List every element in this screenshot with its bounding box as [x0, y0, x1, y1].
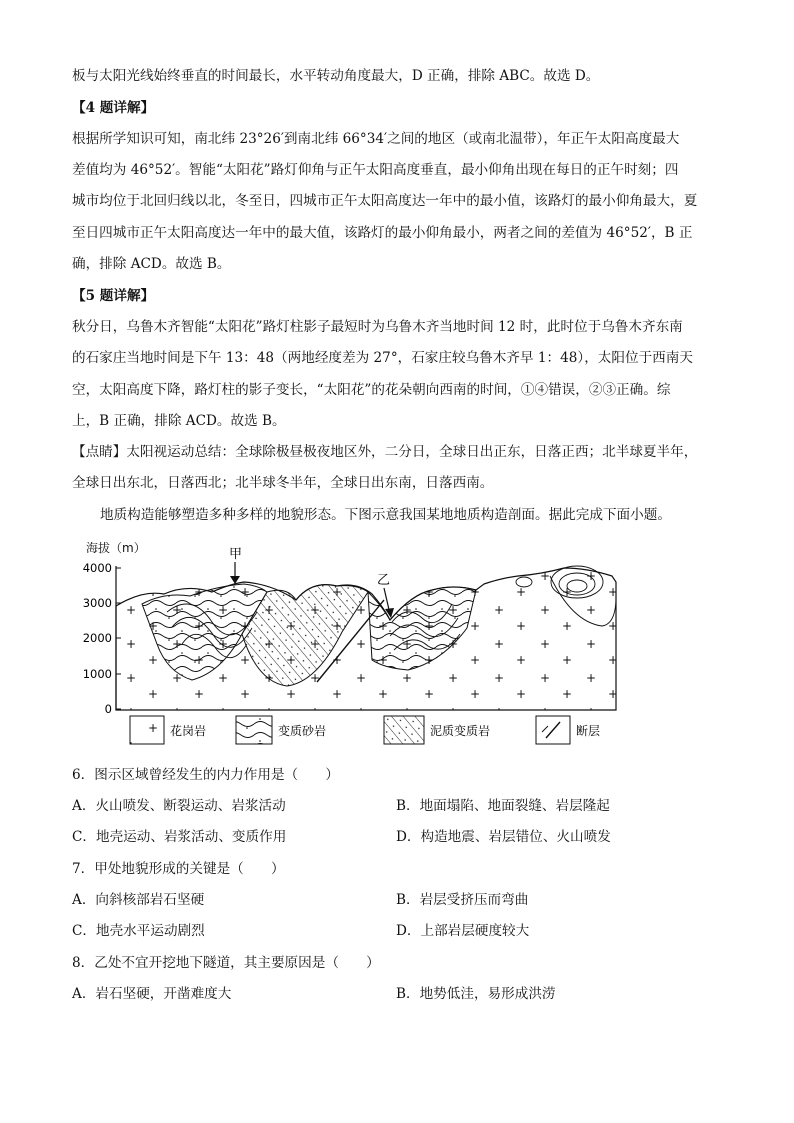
question-stem: 6．图示区域曾经发生的内力作用是（ ）	[72, 767, 339, 783]
option: C．地壳水平运动剧烈	[72, 923, 205, 939]
text-line: 的石家庄当地时间是下午 13：48（两地经度差为 27°，石家庄较乌鲁木齐早 1：48），太阳位于西南天	[72, 350, 693, 366]
option: C．地壳运动、岩浆活动、变质作用	[72, 829, 287, 845]
geologic-section-figure	[72, 532, 632, 747]
text-line: 空，太阳高度下降，路灯柱的影子变长，“太阳花”的花朵朝向西南的时间，①④错误，②③正确。综	[72, 382, 671, 398]
section-heading-q5: 【5 题详解】	[72, 288, 155, 304]
y-tick-label: 4000	[82, 561, 112, 575]
option: A．火山喷发、断裂运动、岩浆活动	[72, 798, 286, 814]
intro-line: 地质构造能够塑造多种多样的地貌形态。下图示意我国某地地质构造剖面。据此完成下面小题。	[100, 507, 671, 523]
legend-swatch-sandstone	[236, 716, 272, 744]
text-line: 至日四城市正午太阳高度达一年中的最大值，该路灯的最小仰角最小，两者之间的差值为 46°52′，B 正	[72, 225, 693, 241]
y-tick-label: 3000	[82, 596, 112, 610]
text-line: 板与太阳光线始终垂直的时间最长，水平转动角度最大，D 正确，排除 ABC。故选 D。	[72, 68, 600, 84]
legend	[130, 716, 600, 744]
legend-label: 花岗岩	[170, 724, 207, 738]
legend-label: 变质砂岩	[278, 724, 327, 738]
label-yi: 乙	[377, 573, 391, 588]
option: D．上部岩层硬度较大	[396, 923, 530, 939]
text-line: 确，排除 ACD。故选 B。	[72, 256, 231, 272]
text-line: 差值均为 46°52′。智能“太阳花”路灯仰角与正午太阳高度垂直，最小仰角出现在每日的正午时刻；四	[72, 162, 679, 178]
text-line: 上，B 正确，排除 ACD。故选 B。	[72, 413, 286, 429]
option: D．构造地震、岩层错位、火山喷发	[396, 829, 611, 845]
tip-line: 【点睛】太阳视运动总结：全球除极昼极夜地区外，二分日，全球日出正东，日落正西；北半球夏半年，	[72, 444, 698, 460]
text-line: 城市均位于北回归线以北，冬至日，四城市正午太阳高度达一年中的最小值，该路灯的最小仰角最大，夏	[72, 193, 698, 209]
legend-label: 断层	[576, 724, 601, 738]
y-tick-label: 1000	[82, 667, 112, 681]
legend-swatch-granite	[130, 716, 164, 744]
text-line: 全球日出东北，日落西北；北半球冬半年，全球日出东南，日落西南。	[72, 475, 494, 491]
option: A．向斜核部岩石坚硬	[72, 892, 205, 908]
y-tick-label: 2000	[82, 631, 112, 645]
label-jia: 甲	[229, 547, 243, 562]
y-tick-label: 0	[104, 702, 112, 716]
option: B．地势低洼，易形成洪涝	[396, 986, 556, 1002]
text-line: 根据所学知识可知，南北纬 23°26′到南北纬 66°34′之间的地区（或南北温带），年正午太阳高度最大	[72, 131, 680, 147]
question-stem: 7．甲处地貌形成的关键是（ ）	[72, 861, 285, 877]
legend-swatch-mud	[384, 716, 424, 744]
option: B．地面塌陷、地面裂缝、岩层隆起	[396, 798, 610, 814]
y-axis-label: 海拔（m）	[86, 541, 146, 555]
option: A．岩石坚硬，开凿难度大	[72, 986, 232, 1002]
legend-label: 泥质变质岩	[430, 724, 491, 738]
option: B．岩层受挤压而弯曲	[396, 892, 529, 908]
text-line: 秋分日，乌鲁木齐智能“太阳花”路灯柱影子最短时为乌鲁木齐当地时间 12 时，此时位于乌鲁木齐东南	[72, 319, 683, 335]
section-heading-q4: 【4 题详解】	[72, 100, 155, 116]
question-stem: 8．乙处不宜开挖地下隧道，其主要原因是（ ）	[72, 955, 380, 971]
